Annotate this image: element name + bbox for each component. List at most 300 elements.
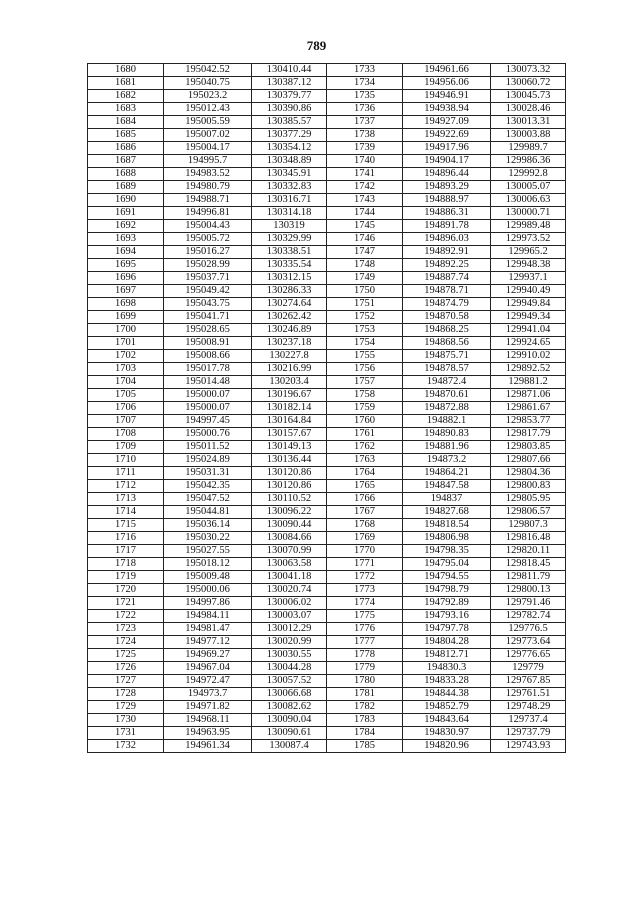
x-coordinate-left: 195044.81: [164, 506, 252, 519]
point-number-right: 1769: [327, 532, 403, 545]
point-number-left: 1689: [88, 181, 164, 194]
y-coordinate-right: 129992.8: [491, 168, 566, 181]
x-coordinate-right: 194870.61: [403, 389, 491, 402]
x-coordinate-right: 194890.83: [403, 428, 491, 441]
point-number-right: 1761: [327, 428, 403, 441]
x-coordinate-right: 194886.31: [403, 207, 491, 220]
x-coordinate-left: 195030.22: [164, 532, 252, 545]
table-row: [88, 675, 566, 688]
y-coordinate-left: 130237.18: [252, 337, 327, 350]
table-row: [88, 415, 566, 428]
table-row: [88, 571, 566, 584]
x-coordinate-left: 195005.72: [164, 233, 252, 246]
x-coordinate-right: 194874.79: [403, 298, 491, 311]
y-coordinate-left: 130196.67: [252, 389, 327, 402]
x-coordinate-left: 194971.82: [164, 701, 252, 714]
x-coordinate-left: 194988.71: [164, 194, 252, 207]
point-number-right: 1766: [327, 493, 403, 506]
table-row: [88, 129, 566, 142]
point-number-left: 1696: [88, 272, 164, 285]
y-coordinate-right: 130003.88: [491, 129, 566, 142]
point-number-right: 1773: [327, 584, 403, 597]
point-number-left: 1708: [88, 428, 164, 441]
x-coordinate-left: 195037.71: [164, 272, 252, 285]
table-row: [88, 64, 566, 77]
y-coordinate-left: 130379.77: [252, 90, 327, 103]
x-coordinate-left: 194980.79: [164, 181, 252, 194]
point-number-left: 1680: [88, 64, 164, 77]
point-number-left: 1692: [88, 220, 164, 233]
point-number-left: 1707: [88, 415, 164, 428]
x-coordinate-left: 195009.48: [164, 571, 252, 584]
x-coordinate-left: 195049.42: [164, 285, 252, 298]
point-number-left: 1706: [88, 402, 164, 415]
point-number-right: 1749: [327, 272, 403, 285]
point-number-left: 1712: [88, 480, 164, 493]
point-number-left: 1697: [88, 285, 164, 298]
point-number-right: 1778: [327, 649, 403, 662]
point-number-right: 1754: [327, 337, 403, 350]
page-number: 789: [306, 38, 327, 53]
y-coordinate-right: 130060.72: [491, 77, 566, 90]
x-coordinate-left: 195043.75: [164, 298, 252, 311]
point-number-left: 1729: [88, 701, 164, 714]
point-number-left: 1731: [88, 727, 164, 740]
x-coordinate-left: 195005.59: [164, 116, 252, 129]
point-number-left: 1724: [88, 636, 164, 649]
y-coordinate-left: 130329.99: [252, 233, 327, 246]
point-number-left: 1711: [88, 467, 164, 480]
table-row: [88, 350, 566, 363]
y-coordinate-left: 130312.15: [252, 272, 327, 285]
table-row: [88, 363, 566, 376]
x-coordinate-right: 194844.38: [403, 688, 491, 701]
point-number-left: 1720: [88, 584, 164, 597]
y-coordinate-left: 130084.66: [252, 532, 327, 545]
x-coordinate-right: 194870.58: [403, 311, 491, 324]
point-number-right: 1762: [327, 441, 403, 454]
point-number-right: 1742: [327, 181, 403, 194]
y-coordinate-right: 129892.52: [491, 363, 566, 376]
table-row: [88, 545, 566, 558]
x-coordinate-right: 194806.98: [403, 532, 491, 545]
x-coordinate-right: 194830.97: [403, 727, 491, 740]
x-coordinate-left: 194997.45: [164, 415, 252, 428]
point-number-right: 1764: [327, 467, 403, 480]
y-coordinate-left: 130090.44: [252, 519, 327, 532]
x-coordinate-right: 194896.44: [403, 168, 491, 181]
y-coordinate-right: 129737.4: [491, 714, 566, 727]
y-coordinate-right: 130028.46: [491, 103, 566, 116]
y-coordinate-right: 129924.65: [491, 337, 566, 350]
x-coordinate-left: 195036.14: [164, 519, 252, 532]
point-number-right: 1757: [327, 376, 403, 389]
y-coordinate-left: 130335.54: [252, 259, 327, 272]
y-coordinate-left: 130066.68: [252, 688, 327, 701]
point-number-right: 1771: [327, 558, 403, 571]
x-coordinate-right: 194837: [403, 493, 491, 506]
table-row: [88, 454, 566, 467]
point-number-left: 1702: [88, 350, 164, 363]
x-coordinate-left: 195024.89: [164, 454, 252, 467]
point-number-left: 1694: [88, 246, 164, 259]
x-coordinate-right: 194878.71: [403, 285, 491, 298]
x-coordinate-left: 195047.52: [164, 493, 252, 506]
x-coordinate-right: 194873.2: [403, 454, 491, 467]
x-coordinate-right: 194881.96: [403, 441, 491, 454]
x-coordinate-right: 194818.54: [403, 519, 491, 532]
table-row: [88, 207, 566, 220]
y-coordinate-right: 130005.07: [491, 181, 566, 194]
x-coordinate-left: 195000.76: [164, 428, 252, 441]
point-number-right: 1737: [327, 116, 403, 129]
x-coordinate-left: 195031.31: [164, 467, 252, 480]
x-coordinate-left: 194995.7: [164, 155, 252, 168]
x-coordinate-left: 195012.43: [164, 103, 252, 116]
y-coordinate-right: 129949.34: [491, 311, 566, 324]
x-coordinate-right: 194946.91: [403, 90, 491, 103]
table-row: [88, 740, 566, 753]
table-row: [88, 714, 566, 727]
point-number-left: 1693: [88, 233, 164, 246]
table-row: [88, 155, 566, 168]
table-row: [88, 285, 566, 298]
x-coordinate-left: 194981.47: [164, 623, 252, 636]
table-row: [88, 311, 566, 324]
table-row: [88, 220, 566, 233]
point-number-left: 1716: [88, 532, 164, 545]
x-coordinate-left: 195041.71: [164, 311, 252, 324]
point-number-left: 1703: [88, 363, 164, 376]
table-row: [88, 402, 566, 415]
y-coordinate-left: 130319: [252, 220, 327, 233]
x-coordinate-left: 195016.27: [164, 246, 252, 259]
y-coordinate-right: 130013.31: [491, 116, 566, 129]
table-row: [88, 337, 566, 350]
point-number-right: 1758: [327, 389, 403, 402]
x-coordinate-right: 194793.16: [403, 610, 491, 623]
y-coordinate-right: 129816.48: [491, 532, 566, 545]
point-number-right: 1763: [327, 454, 403, 467]
y-coordinate-left: 130314.18: [252, 207, 327, 220]
point-number-right: 1784: [327, 727, 403, 740]
x-coordinate-right: 194852.79: [403, 701, 491, 714]
x-coordinate-left: 195027.55: [164, 545, 252, 558]
point-number-right: 1741: [327, 168, 403, 181]
table-row: [88, 116, 566, 129]
point-number-right: 1770: [327, 545, 403, 558]
y-coordinate-right: 130000.71: [491, 207, 566, 220]
table-row: [88, 727, 566, 740]
x-coordinate-right: 194798.79: [403, 584, 491, 597]
x-coordinate-right: 194868.56: [403, 337, 491, 350]
x-coordinate-right: 194893.29: [403, 181, 491, 194]
x-coordinate-left: 195018.12: [164, 558, 252, 571]
y-coordinate-left: 130063.58: [252, 558, 327, 571]
point-number-left: 1704: [88, 376, 164, 389]
y-coordinate-right: 129818.45: [491, 558, 566, 571]
table-row: [88, 610, 566, 623]
y-coordinate-left: 130377.29: [252, 129, 327, 142]
x-coordinate-right: 194830.3: [403, 662, 491, 675]
y-coordinate-left: 130012.29: [252, 623, 327, 636]
x-coordinate-left: 194968.11: [164, 714, 252, 727]
y-coordinate-left: 130387.12: [252, 77, 327, 90]
table-row: [88, 298, 566, 311]
x-coordinate-left: 195008.66: [164, 350, 252, 363]
point-number-right: 1743: [327, 194, 403, 207]
x-coordinate-right: 194872.4: [403, 376, 491, 389]
y-coordinate-left: 130044.28: [252, 662, 327, 675]
table-row: [88, 519, 566, 532]
y-coordinate-right: 130073.32: [491, 64, 566, 77]
y-coordinate-left: 130316.71: [252, 194, 327, 207]
point-number-right: 1752: [327, 311, 403, 324]
y-coordinate-left: 130262.42: [252, 311, 327, 324]
point-number-left: 1721: [88, 597, 164, 610]
y-coordinate-right: 129817.79: [491, 428, 566, 441]
point-number-right: 1740: [327, 155, 403, 168]
y-coordinate-left: 130020.99: [252, 636, 327, 649]
point-number-left: 1691: [88, 207, 164, 220]
point-number-left: 1686: [88, 142, 164, 155]
point-number-right: 1759: [327, 402, 403, 415]
y-coordinate-left: 130003.07: [252, 610, 327, 623]
x-coordinate-left: 195042.52: [164, 64, 252, 77]
point-number-right: 1746: [327, 233, 403, 246]
x-coordinate-right: 194872.88: [403, 402, 491, 415]
coordinates-table: [87, 63, 566, 753]
x-coordinate-left: 195028.65: [164, 324, 252, 337]
x-coordinate-left: 195004.17: [164, 142, 252, 155]
x-coordinate-right: 194794.55: [403, 571, 491, 584]
table-row: [88, 142, 566, 155]
table-row: [88, 662, 566, 675]
y-coordinate-right: 129779: [491, 662, 566, 675]
y-coordinate-right: 129807.66: [491, 454, 566, 467]
x-coordinate-right: 194917.96: [403, 142, 491, 155]
point-number-right: 1777: [327, 636, 403, 649]
table-row: [88, 181, 566, 194]
y-coordinate-left: 130390.86: [252, 103, 327, 116]
point-number-right: 1755: [327, 350, 403, 363]
table-row: [88, 272, 566, 285]
point-number-right: 1780: [327, 675, 403, 688]
table-row: [88, 532, 566, 545]
point-number-left: 1719: [88, 571, 164, 584]
table-row: [88, 636, 566, 649]
x-coordinate-left: 194969.27: [164, 649, 252, 662]
y-coordinate-right: 129761.51: [491, 688, 566, 701]
y-coordinate-left: 130096.22: [252, 506, 327, 519]
table-row: [88, 688, 566, 701]
point-number-right: 1767: [327, 506, 403, 519]
table-row: [88, 467, 566, 480]
y-coordinate-right: 129986.36: [491, 155, 566, 168]
table-row: [88, 649, 566, 662]
point-number-right: 1785: [327, 740, 403, 753]
y-coordinate-left: 130090.04: [252, 714, 327, 727]
table-row: [88, 493, 566, 506]
point-number-right: 1744: [327, 207, 403, 220]
point-number-left: 1726: [88, 662, 164, 675]
y-coordinate-right: 129949.84: [491, 298, 566, 311]
table-row: [88, 376, 566, 389]
x-coordinate-left: 194972.47: [164, 675, 252, 688]
y-coordinate-left: 130164.84: [252, 415, 327, 428]
x-coordinate-right: 194864.21: [403, 467, 491, 480]
y-coordinate-left: 130332.83: [252, 181, 327, 194]
x-coordinate-left: 195004.43: [164, 220, 252, 233]
x-coordinate-left: 195017.78: [164, 363, 252, 376]
point-number-left: 1700: [88, 324, 164, 337]
point-number-right: 1774: [327, 597, 403, 610]
point-number-right: 1783: [327, 714, 403, 727]
x-coordinate-left: 195000.07: [164, 389, 252, 402]
y-coordinate-left: 130082.62: [252, 701, 327, 714]
y-coordinate-left: 130120.86: [252, 467, 327, 480]
y-coordinate-right: 129871.06: [491, 389, 566, 402]
x-coordinate-left: 195000.06: [164, 584, 252, 597]
y-coordinate-right: 129737.79: [491, 727, 566, 740]
y-coordinate-left: 130157.67: [252, 428, 327, 441]
x-coordinate-right: 194792.89: [403, 597, 491, 610]
point-number-right: 1738: [327, 129, 403, 142]
y-coordinate-right: 129820.11: [491, 545, 566, 558]
x-coordinate-left: 195028.99: [164, 259, 252, 272]
y-coordinate-left: 130227.8: [252, 350, 327, 363]
table-row: [88, 194, 566, 207]
y-coordinate-right: 129776.5: [491, 623, 566, 636]
point-number-left: 1725: [88, 649, 164, 662]
point-number-right: 1756: [327, 363, 403, 376]
table-row: [88, 584, 566, 597]
y-coordinate-right: 129965.2: [491, 246, 566, 259]
point-number-right: 1736: [327, 103, 403, 116]
coordinates-table-body: [88, 64, 566, 753]
x-coordinate-right: 194887.74: [403, 272, 491, 285]
x-coordinate-left: 194983.52: [164, 168, 252, 181]
x-coordinate-left: 195008.91: [164, 337, 252, 350]
y-coordinate-left: 130120.86: [252, 480, 327, 493]
point-number-left: 1690: [88, 194, 164, 207]
x-coordinate-left: 194977.12: [164, 636, 252, 649]
y-coordinate-left: 130203.4: [252, 376, 327, 389]
x-coordinate-right: 194904.17: [403, 155, 491, 168]
x-coordinate-right: 194878.57: [403, 363, 491, 376]
point-number-left: 1730: [88, 714, 164, 727]
x-coordinate-right: 194927.09: [403, 116, 491, 129]
y-coordinate-right: 129800.13: [491, 584, 566, 597]
y-coordinate-left: 130087.4: [252, 740, 327, 753]
table-row: [88, 90, 566, 103]
x-coordinate-left: 194967.04: [164, 662, 252, 675]
x-coordinate-right: 194868.25: [403, 324, 491, 337]
x-coordinate-left: 195000.07: [164, 402, 252, 415]
table-row: [88, 233, 566, 246]
y-coordinate-right: 129861.67: [491, 402, 566, 415]
point-number-right: 1765: [327, 480, 403, 493]
point-number-right: 1733: [327, 64, 403, 77]
y-coordinate-right: 129805.95: [491, 493, 566, 506]
x-coordinate-left: 195014.48: [164, 376, 252, 389]
x-coordinate-right: 194892.91: [403, 246, 491, 259]
point-number-right: 1747: [327, 246, 403, 259]
y-coordinate-right: 129811.79: [491, 571, 566, 584]
y-coordinate-right: 129881.2: [491, 376, 566, 389]
y-coordinate-left: 130110.52: [252, 493, 327, 506]
point-number-right: 1750: [327, 285, 403, 298]
y-coordinate-left: 130041.18: [252, 571, 327, 584]
x-coordinate-right: 194938.94: [403, 103, 491, 116]
y-coordinate-left: 130338.51: [252, 246, 327, 259]
y-coordinate-right: 129853.77: [491, 415, 566, 428]
table-row: [88, 428, 566, 441]
point-number-right: 1779: [327, 662, 403, 675]
y-coordinate-left: 130410.44: [252, 64, 327, 77]
x-coordinate-right: 194956.06: [403, 77, 491, 90]
point-number-right: 1735: [327, 90, 403, 103]
y-coordinate-left: 130136.44: [252, 454, 327, 467]
point-number-right: 1775: [327, 610, 403, 623]
point-number-left: 1717: [88, 545, 164, 558]
x-coordinate-right: 194843.64: [403, 714, 491, 727]
point-number-right: 1776: [327, 623, 403, 636]
point-number-left: 1722: [88, 610, 164, 623]
table-row: [88, 480, 566, 493]
y-coordinate-left: 130345.91: [252, 168, 327, 181]
y-coordinate-right: 129940.49: [491, 285, 566, 298]
y-coordinate-right: 129743.93: [491, 740, 566, 753]
point-number-left: 1709: [88, 441, 164, 454]
x-coordinate-right: 194798.35: [403, 545, 491, 558]
y-coordinate-right: 129910.02: [491, 350, 566, 363]
x-coordinate-right: 194888.97: [403, 194, 491, 207]
point-number-left: 1701: [88, 337, 164, 350]
point-number-left: 1714: [88, 506, 164, 519]
x-coordinate-right: 194804.28: [403, 636, 491, 649]
x-coordinate-left: 195040.75: [164, 77, 252, 90]
y-coordinate-left: 130246.89: [252, 324, 327, 337]
x-coordinate-left: 195023.2: [164, 90, 252, 103]
y-coordinate-right: 129773.64: [491, 636, 566, 649]
y-coordinate-right: 129800.83: [491, 480, 566, 493]
point-number-left: 1682: [88, 90, 164, 103]
point-number-right: 1734: [327, 77, 403, 90]
table-row: [88, 506, 566, 519]
x-coordinate-left: 195011.52: [164, 441, 252, 454]
y-coordinate-right: 129941.04: [491, 324, 566, 337]
x-coordinate-right: 194812.71: [403, 649, 491, 662]
y-coordinate-right: 129782.74: [491, 610, 566, 623]
x-coordinate-left: 194961.34: [164, 740, 252, 753]
point-number-right: 1772: [327, 571, 403, 584]
point-number-left: 1685: [88, 129, 164, 142]
y-coordinate-right: 129767.85: [491, 675, 566, 688]
x-coordinate-right: 194882.1: [403, 415, 491, 428]
x-coordinate-right: 194795.04: [403, 558, 491, 571]
y-coordinate-right: 129948.38: [491, 259, 566, 272]
point-number-left: 1715: [88, 519, 164, 532]
x-coordinate-left: 194963.95: [164, 727, 252, 740]
point-number-left: 1681: [88, 77, 164, 90]
y-coordinate-left: 130348.89: [252, 155, 327, 168]
y-coordinate-right: 129791.46: [491, 597, 566, 610]
x-coordinate-left: 195007.02: [164, 129, 252, 142]
y-coordinate-left: 130030.55: [252, 649, 327, 662]
y-coordinate-right: 130045.73: [491, 90, 566, 103]
point-number-left: 1710: [88, 454, 164, 467]
